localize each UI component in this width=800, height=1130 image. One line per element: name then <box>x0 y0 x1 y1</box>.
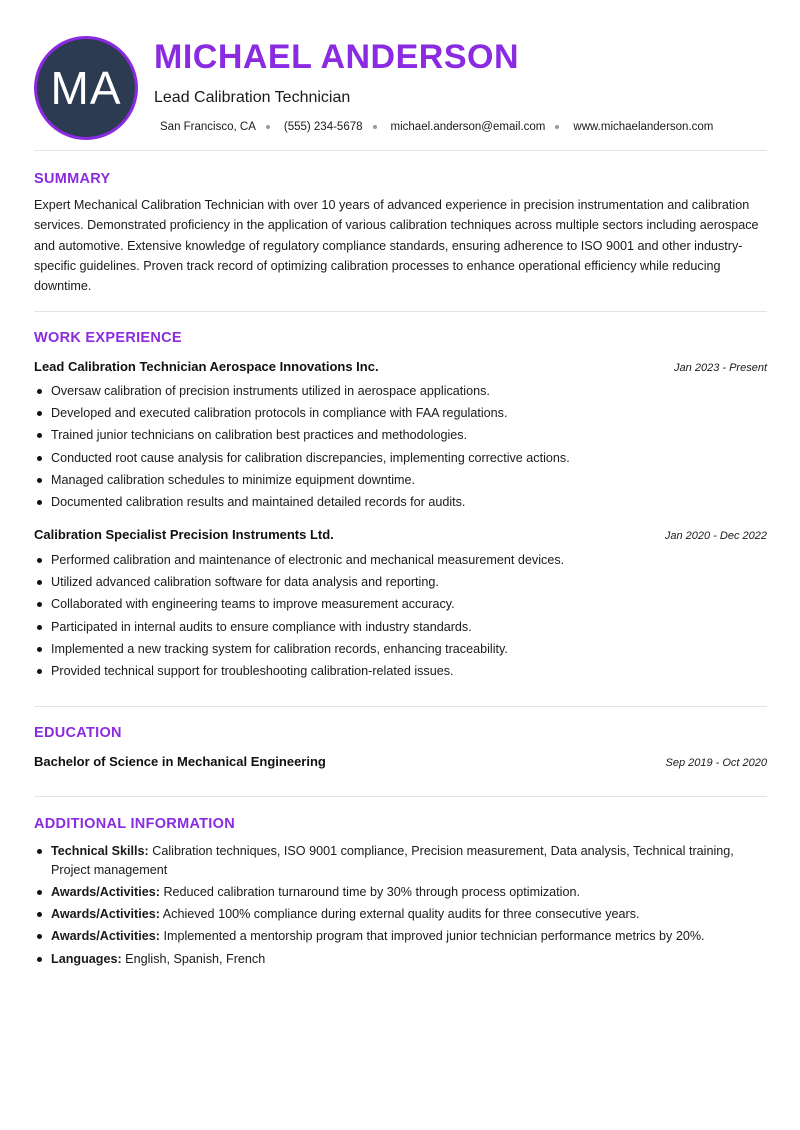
avatar-initials: MA <box>50 62 122 114</box>
list-item <box>34 950 767 969</box>
item-label: Awards/Activities: <box>51 885 160 899</box>
avatar <box>34 36 138 140</box>
section-divider <box>34 311 767 312</box>
section-divider <box>34 706 767 707</box>
list-item: Utilized advanced calibration software for data analysis and reporting. <box>34 571 767 593</box>
list-item <box>34 883 767 902</box>
contact-location: San Francisco, CA <box>160 121 256 133</box>
section-divider <box>34 796 767 797</box>
contact-phone: (555) 234-5678 <box>283 121 363 133</box>
item-text: Calibration techniques, ISO 9001 compliance, Precision measurement, Data analysis, Technical training, Project management <box>51 844 734 877</box>
summary-text: Expert Mechanical Calibration Technician with over 10 years of advanced experience in precision instrumentation and calibration services. Demonstrated proficiency in the application of various calibration techniques across multiple sectors including aerospace and automotive. Extensive knowledge of regulatory compliance standards, ensuring adherence to ISO 9001 and other industry-specific guidelines. Proven track record of optimizing calibration processes to enhance operational efficiency while reducing downtime. <box>34 198 759 294</box>
resume-header <box>0 0 800 150</box>
job-date: Jan 2023 - Present <box>674 362 767 374</box>
list-item <box>34 842 767 880</box>
education-heading: EDUCATION <box>34 725 122 741</box>
education-date: Sep 2019 - Oct 2020 <box>665 757 767 769</box>
additional-info-heading: ADDITIONAL INFORMATION <box>34 816 235 832</box>
item-text: Achieved 100% compliance during external quality audits for three consecutive years. <box>159 907 640 921</box>
job-title: Calibration Specialist Precision Instruments Ltd. <box>34 527 334 542</box>
separator-dot <box>266 125 270 129</box>
item-label: Languages: <box>51 952 122 966</box>
job-bullets <box>34 380 767 513</box>
item-label: Awards/Activities: <box>51 907 160 921</box>
job-title: Lead Calibration Technician Aerospace Innovations Inc. <box>34 359 379 374</box>
list-item <box>34 927 767 946</box>
list-item: Participated in internal audits to ensure compliance with industry standards. <box>34 616 767 638</box>
list-item: Implemented a new tracking system for calibration records, enhancing traceability. <box>34 638 767 660</box>
item-text: Reduced calibration turnaround time by 30% through process optimization. <box>159 885 580 899</box>
job-bullets <box>34 549 767 682</box>
list-item: Conducted root cause analysis for calibration discrepancies, implementing corrective actions. <box>34 447 767 469</box>
list-item: Performed calibration and maintenance of electronic and mechanical measurement devices. <box>34 549 767 571</box>
job-header <box>34 359 767 374</box>
item-label: Technical Skills: <box>51 844 149 858</box>
summary-heading: SUMMARY <box>34 171 111 187</box>
degree-title: Bachelor of Science in Mechanical Engineering <box>34 754 326 769</box>
list-item: Oversaw calibration of precision instruments utilized in aerospace applications. <box>34 380 767 402</box>
contact-website[interactable]: www.michaelanderson.com <box>573 121 714 133</box>
candidate-name: MICHAEL ANDERSON <box>154 38 520 76</box>
separator-dot <box>373 125 377 129</box>
separator-dot <box>555 125 559 129</box>
list-item: Managed calibration schedules to minimize equipment downtime. <box>34 469 767 491</box>
list-item: Documented calibration results and maintained detailed records for audits. <box>34 491 767 513</box>
list-item: Trained junior technicians on calibration best practices and methodologies. <box>34 424 767 446</box>
list-item: Collaborated with engineering teams to improve measurement accuracy. <box>34 593 767 615</box>
list-item: Provided technical support for troubleshooting calibration-related issues. <box>34 660 767 682</box>
candidate-title: Lead Calibration Technician <box>154 89 351 106</box>
section-divider <box>34 150 767 151</box>
education-row <box>34 754 767 769</box>
work-experience-heading: WORK EXPERIENCE <box>34 330 182 346</box>
contact-email[interactable]: michael.anderson@email.com <box>390 121 546 133</box>
item-text: English, Spanish, French <box>121 952 266 966</box>
list-item <box>34 905 767 924</box>
item-label: Awards/Activities: <box>51 929 160 943</box>
contact-row <box>160 121 713 133</box>
item-text: Implemented a mentorship program that improved junior technician performance metrics by 20%. <box>159 929 705 943</box>
list-item: Developed and executed calibration protocols in compliance with FAA regulations. <box>34 402 767 424</box>
job-date: Jan 2020 - Dec 2022 <box>664 530 767 542</box>
additional-info-list <box>34 842 767 972</box>
job-header <box>34 527 767 542</box>
